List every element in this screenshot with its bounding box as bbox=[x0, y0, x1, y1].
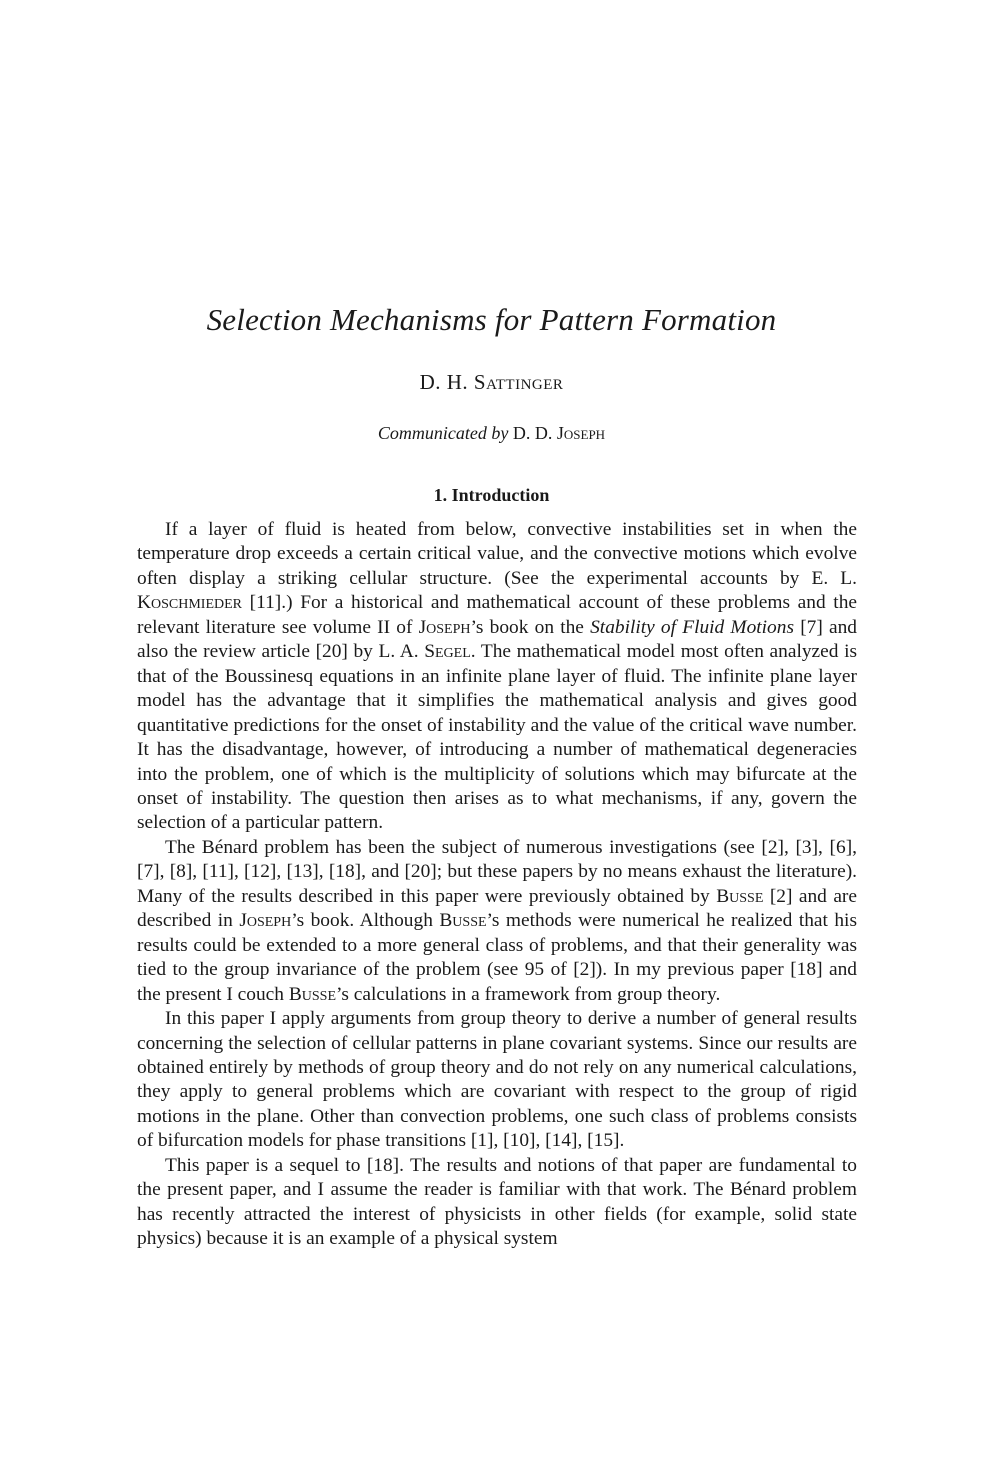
p2-text-e: ’s calculations in a framework from group theory. bbox=[336, 983, 721, 1005]
paragraph-4: This paper is a sequel to [18]. The results and notions of that paper are fundamental to the present paper, and I assume the reader is familiar with that work. The Bénard problem has recently attracted the interest of physicists in other fields (for example, solid state physics) because it is an example of a physical system bbox=[137, 1154, 857, 1250]
cited-author-busse: Busse bbox=[288, 983, 337, 1005]
p1-text-a: If a layer of fluid is heated from below, convective instabilities set in when the temperature drop exceeds a certain critical value, and the convective motions which evolve often display a striking cellular structure. (See the experimental accounts by E. L. bbox=[137, 519, 857, 589]
author-surname: Sattinger bbox=[473, 370, 564, 394]
communicated-by-line bbox=[0, 423, 983, 444]
section-heading: 1. Introduction bbox=[433, 485, 550, 505]
paper-title: Selection Mechanisms for Pattern Formation bbox=[206, 302, 777, 337]
cited-author-joseph: Joseph bbox=[239, 910, 292, 932]
paragraph-1 bbox=[137, 518, 857, 836]
cited-author-busse: Busse bbox=[439, 910, 487, 932]
p1-text-e: . The mathematical model most often analyzed is that of the Boussinesq equations in an infinite plane layer of fluid. The infinite plane layer model has the advantage that it simplifies the mathematical analysis and gives good quantitative predictions for the onset of instability and the value of the critical wave number. It has the disadvantage, however, of introducing a number of mathematical degeneracies into the problem, one of which is the multiplicity of solutions which may bifurcate at the onset of instability. The question then arises as to what mechanisms, if any, govern the selection of a particular pattern. bbox=[137, 641, 857, 834]
p2-text-d: ’s methods were numerical he realized that his results could be extended to a more general class of problems, and that their generality was tied to the group invariance of the problem (see 95 of [2]). In my previous paper [18] and the present I couch bbox=[137, 910, 857, 1005]
cited-author-segel: Segel bbox=[424, 641, 471, 663]
communicator-name: Joseph bbox=[556, 423, 606, 443]
cited-author-koschmieder: Koschmieder bbox=[137, 592, 243, 614]
p1-text-b: [11].) For a historical and mathematical account of these problems and the relevant literature see volume II of bbox=[137, 592, 857, 638]
author-initials: D. H. bbox=[419, 370, 474, 394]
cited-author-joseph: Joseph bbox=[418, 616, 471, 638]
p1-text-c: ’s book on the bbox=[470, 616, 591, 638]
communicated-prefix: Communicated by bbox=[377, 423, 509, 443]
p2-text-a: The Bénard problem has been the subject of numerous investigations (see [2], [3], [6], [7], [8], [11], [12], [13], [18], and [20]; but these papers by no means exhaust the literature). Many of the results described in this paper were previously obtained by bbox=[137, 836, 857, 907]
p2-text-b: [2] and are described in bbox=[137, 885, 857, 932]
p1-text-d: [7] and also the review article [20] by L. A. bbox=[137, 616, 858, 663]
paragraph-2 bbox=[137, 836, 857, 1007]
book-title: Stability of Fluid Motions bbox=[590, 616, 794, 638]
cited-author-busse: Busse bbox=[716, 885, 764, 907]
author-line bbox=[0, 370, 983, 395]
p2-text-c: ’s book. Although bbox=[291, 910, 440, 932]
communicator-initials: D. D. bbox=[508, 423, 557, 443]
paragraph-3: In this paper I apply arguments from group theory to derive a number of general results concerning the selection of cellular patterns in plane covariant systems. Since our results are obtained entirely by methods of group theory and do not rely on any numerical calculations, they apply to general problems which are covariant with respect to the group of rigid motions in the plane. Other than convection problems, one such class of problems consists of bifurcation models for phase transitions [1], [10], [14], [15]. bbox=[137, 1008, 857, 1152]
body-text bbox=[137, 518, 857, 1252]
